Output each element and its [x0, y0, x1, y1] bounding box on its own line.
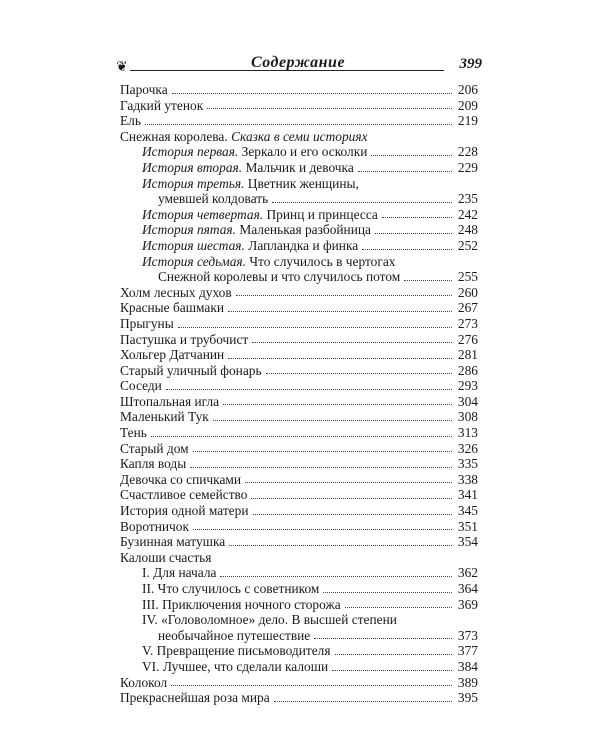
leader-dots — [251, 498, 452, 499]
toc-entry[interactable] — [120, 690, 478, 706]
toc-entry-title: Девочка со спичками — [120, 471, 242, 487]
toc-entry-title: Маленькая разбойница — [239, 222, 371, 238]
leader-dots — [223, 404, 452, 405]
toc-entry[interactable] — [120, 425, 478, 441]
toc-subentry-continuation[interactable] — [120, 269, 478, 285]
leader-dots — [345, 607, 452, 608]
toc-entry-page: 345 — [457, 503, 478, 519]
toc-entry-page: 395 — [457, 690, 478, 706]
toc-entry-page: 286 — [457, 362, 478, 378]
toc-subentry-continuation[interactable] — [120, 191, 478, 207]
toc-entry[interactable] — [120, 519, 478, 535]
toc-entry-title: Старый уличный фонарь — [120, 362, 262, 378]
toc-entry-title: Счастливое семейство — [120, 487, 248, 503]
leader-dots — [228, 358, 452, 359]
toc-entry-title: I. Для начала — [142, 565, 217, 581]
toc-entry[interactable] — [120, 394, 478, 410]
toc-entry-title: Красные башмаки — [120, 300, 225, 316]
leader-dots — [358, 171, 452, 172]
toc-entry-title: Маленький Тук — [120, 409, 209, 425]
toc-entry-page: 276 — [457, 331, 478, 347]
running-header — [116, 52, 482, 78]
toc-entry-title: Принц и принцесса — [266, 206, 378, 222]
toc-entry[interactable] — [120, 347, 478, 363]
toc-entry-page: 293 — [457, 378, 478, 394]
toc-entry-label: История первая. — [142, 144, 239, 160]
leader-dots — [245, 482, 452, 483]
toc-entry-title: IV. «Головоломное» дело. В высшей степени — [142, 612, 397, 628]
leader-dots — [220, 576, 452, 577]
toc-entry-label: История третья. — [142, 175, 245, 191]
leader-dots — [145, 124, 452, 125]
toc-entry-title: III. Приключения ночного сторожа — [142, 596, 341, 612]
toc-entry-page: 248 — [457, 222, 478, 238]
toc-entry-subtitle: Сказка в семи историях — [231, 128, 368, 144]
toc-section-heading — [120, 550, 478, 566]
toc-entry-page: 281 — [457, 347, 478, 363]
leader-dots — [272, 202, 452, 203]
toc-entry-title: Парочка — [120, 82, 168, 97]
toc-entry-label: История вторая. — [142, 159, 243, 175]
toc-entry-title: Ель — [120, 113, 141, 129]
toc-entry-page: 335 — [457, 456, 478, 472]
toc-entry[interactable] — [120, 285, 478, 301]
toc-entry-label: История седьмая. — [142, 253, 246, 269]
toc-entry-title: Штопальная игла — [120, 393, 220, 409]
toc-entry[interactable] — [120, 409, 478, 425]
toc-entry-title: Тень — [120, 425, 147, 441]
toc-entry[interactable] — [120, 503, 478, 519]
toc-entry-page: 206 — [457, 82, 478, 97]
toc-entry-title: Пастушка и трубочист — [120, 331, 249, 347]
toc-entry-page: 219 — [457, 113, 478, 129]
toc-entry-title: Капля воды — [120, 456, 187, 472]
toc-entry[interactable] — [120, 316, 478, 332]
toc-entry-page: 308 — [457, 409, 478, 425]
toc-entry-page: 313 — [457, 425, 478, 441]
leader-dots — [404, 280, 452, 281]
leader-dots — [332, 670, 452, 671]
toc-entry-title: Калоши счастья — [120, 549, 212, 565]
toc-entry-page: 362 — [457, 565, 478, 581]
toc-entry-title: Бузинная матушка — [120, 534, 226, 550]
toc-entry[interactable] — [120, 487, 478, 503]
toc-entry-page: 267 — [457, 300, 478, 316]
toc-subentry[interactable] — [120, 565, 478, 581]
leader-dots — [151, 436, 452, 437]
toc-subentry[interactable] — [120, 581, 478, 597]
toc-entry-page: 338 — [457, 471, 478, 487]
leader-dots — [323, 592, 452, 593]
toc-subentry[interactable] — [120, 597, 478, 613]
leader-dots — [371, 155, 452, 156]
toc-entry-title: Соседи — [120, 378, 162, 394]
toc-entry-title: Зеркало и его осколки — [241, 144, 368, 160]
leader-dots — [166, 389, 452, 390]
toc-entry[interactable] — [120, 300, 478, 316]
toc-entry[interactable] — [120, 378, 478, 394]
leader-dots — [213, 420, 452, 421]
ornament-icon: ❦ — [116, 60, 128, 75]
toc-entry-label: История шестая. — [142, 237, 245, 253]
toc-subentry-continuation[interactable] — [120, 628, 478, 644]
leader-dots — [382, 217, 452, 218]
page-title: Содержание — [250, 54, 346, 71]
toc-entry-page: 235 — [457, 191, 478, 207]
toc-entry-page: 341 — [457, 487, 478, 503]
toc-entry-title: Лапландка и финка — [248, 237, 359, 253]
toc-entry-page: 351 — [457, 518, 478, 534]
toc-entry-page: 369 — [457, 596, 478, 612]
leader-dots — [207, 108, 452, 109]
toc-entry-title: Хольгер Датчанин — [120, 347, 225, 363]
leader-dots — [253, 514, 453, 515]
toc-entry[interactable] — [120, 441, 478, 457]
toc-entry-page: 389 — [457, 674, 478, 690]
toc-entry[interactable] — [120, 675, 478, 691]
leader-dots — [274, 701, 452, 702]
toc-entry-label: История пятая. — [142, 222, 236, 238]
toc-entry-title: II. Что случилось с советником — [142, 581, 320, 596]
toc-entry-title: История одной матери — [120, 503, 249, 519]
toc-subentry[interactable] — [120, 222, 478, 238]
toc-subentry[interactable] — [120, 238, 478, 254]
toc-entry-page: 377 — [457, 643, 478, 659]
toc-entry-page: 252 — [457, 237, 478, 253]
toc-entry-title: умевшей колдовать — [158, 191, 269, 207]
toc-entry-page: 242 — [457, 206, 478, 222]
leader-dots — [171, 685, 452, 686]
toc-entry-page: 273 — [457, 315, 478, 331]
leader-dots — [229, 545, 452, 546]
toc-entry-label: История четвертая. — [142, 206, 264, 222]
leader-dots — [314, 638, 452, 639]
toc-entry-page: 354 — [457, 534, 478, 550]
toc-entry-title: необычайное путешествие — [158, 627, 311, 643]
toc-entry-title: VI. Лучшее, что сделали калоши — [142, 658, 329, 674]
toc-entry-page: 228 — [457, 144, 478, 160]
leader-dots — [193, 451, 452, 452]
toc-subentry[interactable] — [120, 643, 478, 659]
toc-entry-title: Снежной королевы и что случилось потом — [158, 269, 401, 285]
toc-subentry[interactable] — [120, 144, 478, 160]
toc-entry[interactable] — [120, 98, 478, 114]
toc-entry[interactable] — [120, 534, 478, 550]
leader-dots — [335, 654, 453, 655]
toc-entry-page: 255 — [457, 269, 478, 285]
toc-entry-page: 209 — [457, 97, 478, 113]
toc-entry-page: 384 — [457, 658, 478, 674]
toc-subentry[interactable] — [120, 612, 478, 628]
toc-entry-title: Гадкий утенок — [120, 97, 204, 113]
toc-entry-title: Мальчик и девочка — [245, 159, 354, 175]
toc-entry-title: Снежная королева. — [120, 128, 228, 144]
table-of-contents — [120, 82, 478, 706]
toc-entry-title: Цветник женщины, — [247, 175, 359, 191]
toc-entry[interactable] — [120, 363, 478, 379]
leader-dots — [190, 467, 452, 468]
toc-entry[interactable] — [120, 82, 478, 98]
toc-entry-title: Старый дом — [120, 440, 189, 456]
toc-entry[interactable] — [120, 456, 478, 472]
toc-entry-page: 326 — [457, 440, 478, 456]
toc-entry-title: Прыгуны — [120, 315, 174, 331]
toc-entry-page: 304 — [457, 393, 478, 409]
toc-entry-page: 260 — [457, 284, 478, 300]
toc-subentry[interactable] — [120, 176, 478, 192]
leader-dots — [228, 311, 452, 312]
toc-entry-title: Колокол — [120, 674, 168, 690]
toc-entry-title: V. Превращение письмоводителя — [142, 643, 331, 659]
leader-dots — [172, 93, 452, 94]
toc-entry-page: 373 — [457, 627, 478, 643]
page-number: 399 — [459, 56, 482, 72]
toc-entry-title: Прекраснейшая роза мира — [120, 690, 270, 706]
leader-dots — [193, 529, 452, 530]
toc-subentry[interactable] — [120, 207, 478, 223]
toc-entry-page: 229 — [457, 159, 478, 175]
toc-entry-title: Что случилось в чертогах — [249, 253, 396, 269]
toc-entry-title: Холм лесных духов — [120, 284, 232, 300]
toc-section-heading — [120, 129, 478, 145]
toc-subentry[interactable] — [120, 659, 478, 675]
toc-entry[interactable] — [120, 472, 478, 488]
leader-dots — [178, 327, 452, 328]
toc-entry[interactable] — [120, 113, 478, 129]
leader-dots — [375, 233, 452, 234]
toc-entry-page: 364 — [457, 581, 478, 596]
leader-dots — [236, 295, 452, 296]
leader-dots — [252, 342, 452, 343]
toc-entry-title: Воротничок — [120, 518, 189, 534]
leader-dots — [266, 373, 452, 374]
toc-subentry[interactable] — [120, 160, 478, 176]
leader-dots — [362, 249, 452, 250]
toc-subentry[interactable] — [120, 254, 478, 270]
toc-entry[interactable] — [120, 332, 478, 348]
